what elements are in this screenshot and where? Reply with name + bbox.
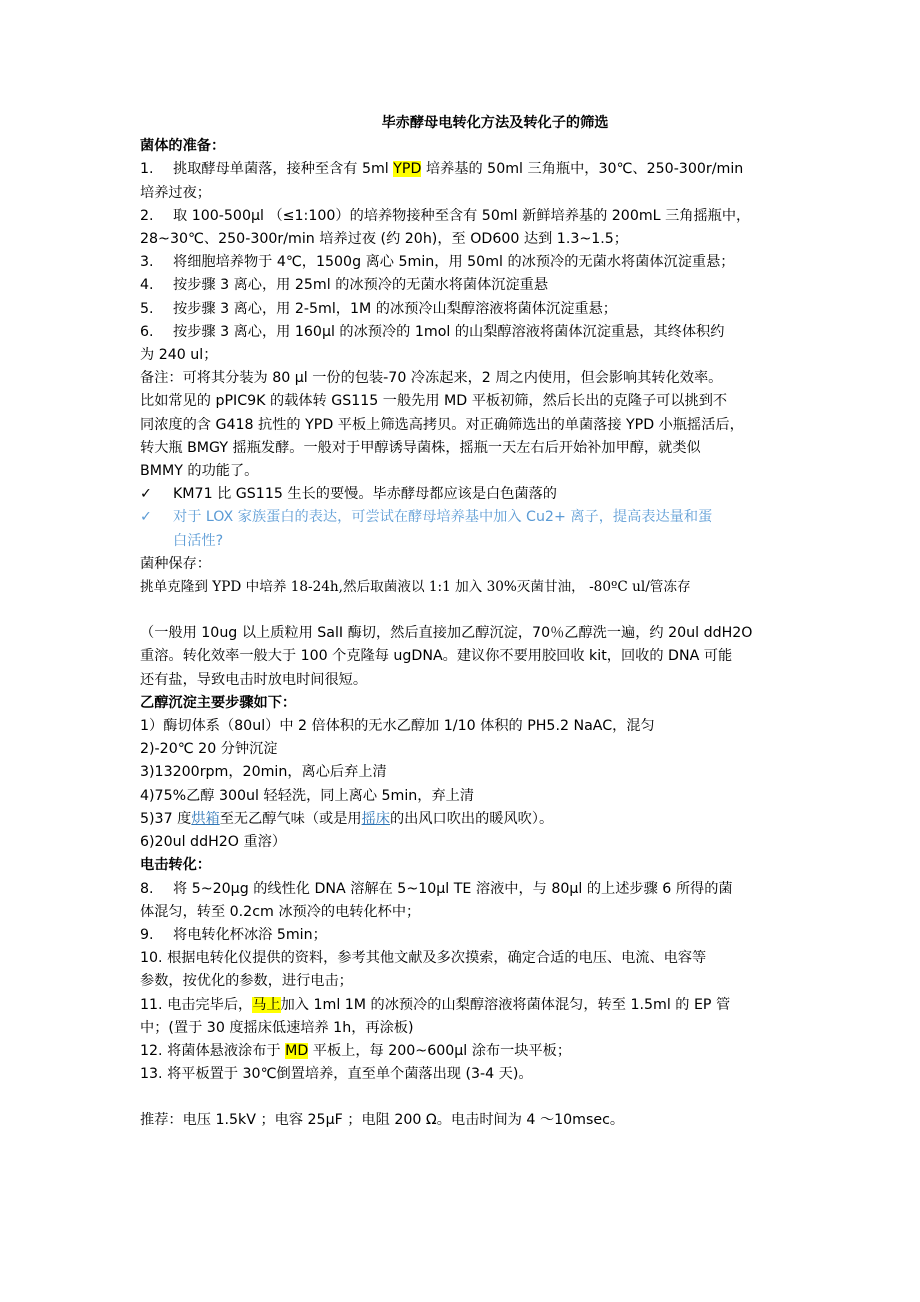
highlight-text: YPD: [393, 161, 422, 178]
step-text: 按步骤 3 离心，用 25ml 的冰预冷的无菌水将菌体沉淀重悬: [173, 277, 549, 294]
step-1-cont: 培养过夜；: [140, 184, 211, 201]
step-3: [140, 251, 790, 274]
step-11: [140, 994, 790, 1017]
check-item-2: [140, 506, 790, 529]
section-heading-electro: 电击转化：: [140, 857, 211, 874]
step-number: 6.: [140, 323, 154, 340]
note-line-3: 同浓度的含 G418 抗性的 YPD 平板上筛选高拷贝。对正确筛选出的单菌落接 YPD 小瓶摇活后，: [140, 416, 744, 433]
step-13: 13. 将平板置于 30℃倒置培养，直至单个菌落出现 (3-4 天)。: [140, 1066, 533, 1083]
check-text: 对于 LOX 家族蛋白的表达，可尝试在酵母培养基中加入 Cu2+ 离子，提高表达量和蛋: [173, 509, 713, 526]
step-11-cont: 中；(置于 30 度摇床低速培养 1h，再涂板): [140, 1019, 414, 1036]
document-page: [140, 112, 790, 1133]
step-text: 按步骤 3 离心，用 2-5ml，1M 的冰预冷山梨醇溶液将菌体沉淀重悬；: [173, 300, 617, 317]
spacer: [140, 599, 790, 622]
checkmark-icon: ✓: [140, 486, 152, 503]
ethanol-step-6: 6)20ul ddH2O 重溶）: [140, 834, 287, 851]
ethanol-step-3: 3)13200rpm，20min，离心后弃上清: [140, 764, 387, 781]
step-12: [140, 1040, 790, 1063]
shaker-link[interactable]: 摇床: [361, 810, 390, 827]
step-6-cont: 为 240 ul；: [140, 347, 218, 364]
step-number: 5.: [140, 300, 154, 317]
ethanol-step-5: [140, 808, 790, 831]
step-number: 2.: [140, 207, 154, 224]
section-heading-storage: 菌种保存：: [140, 555, 211, 572]
check-item-1: [140, 483, 790, 506]
note-line-5: BMMY 的功能了。: [140, 463, 259, 480]
step-text: 平板上，每 200~600μl 涂布一块平板；: [308, 1042, 572, 1059]
step-text: 12. 将菌体悬液涂布于: [140, 1042, 286, 1059]
step-10-cont: 参数，按优化的参数，进行电击；: [140, 973, 353, 990]
step-9: [140, 924, 790, 947]
check-text: KM71 比 GS115 生长的要慢。毕赤酵母都应该是白色菌落的: [173, 486, 557, 503]
document-title: 毕赤酵母电转化方法及转化子的筛选: [381, 115, 609, 131]
step-5: [140, 298, 790, 321]
step-text: 按步骤 3 离心，用 160μl 的冰预冷的 1mol 的山梨醇溶液将菌体沉淀重悬，其终体积约: [173, 323, 725, 340]
step-number: 1.: [140, 161, 154, 178]
highlight-text: 马上: [252, 996, 281, 1013]
check-item-2-cont: 白活性?: [173, 532, 224, 549]
section-heading-prep: 菌体的准备：: [140, 138, 226, 155]
step-text: 挑取酵母单菌落，接种至含有 5ml: [173, 161, 394, 178]
highlight-text: MD: [285, 1042, 309, 1059]
step-text: 5)37 度: [140, 810, 192, 827]
checkmark-icon: ✓: [140, 509, 152, 526]
step-text: 将 5~20μg 的线性化 DNA 溶解在 5~10μl TE 溶液中，与 80μl 的上述步骤 6 所得的菌: [173, 880, 733, 897]
dna-line-1: （一般用 10ug 以上质粒用 SalI 酶切，然后直接加乙醇沉淀，70％乙醇洗一遍，约 20ul ddH2O: [140, 625, 753, 642]
note-line-1: 备注：可将其分装为 80 μl 一份的包装-70 冷冻起来，2 周之内使用，但会影响其转化效率。: [140, 370, 723, 387]
ethanol-step-1: 1）酶切体系（80ul）中 2 倍体积的无水乙醇加 1/10 体积的 PH5.2 NaAC，混匀: [140, 718, 655, 735]
step-text: 将电转化杯冰浴 5min；: [173, 926, 327, 943]
step-4: [140, 274, 790, 297]
step-8: [140, 878, 790, 901]
storage-line: 挑单克隆到 YPD 中培养 18-24h,然后取菌液以 1:1 加入 30%灭菌甘油， -80ºC ul/管冻存: [140, 579, 691, 596]
step-text: 取 100-500μl （≤1:100）的培养物接种至含有 50ml 新鲜培养基的 200mL 三角摇瓶中，: [173, 207, 751, 224]
spacer: [140, 1086, 790, 1109]
ethanol-step-4: 4)75%乙醇 300ul 轻轻洗，同上离心 5min，弃上清: [140, 787, 475, 804]
step-number: 4.: [140, 277, 154, 294]
step-8-cont: 体混匀，转至 0.2cm 冰预冷的电转化杯中；: [140, 903, 421, 920]
step-text: 将细胞培养物于 4℃，1500g 离心 5min，用 50ml 的冰预冷的无菌水将菌体沉淀重悬；: [173, 254, 735, 271]
ethanol-step-2: 2)-20℃ 20 分钟沉淀: [140, 741, 278, 758]
step-10: 10. 根据电转化仪提供的资料，参考其他文献及多次摸索，确定合适的电压、电流、电容等: [140, 950, 707, 967]
step-6: [140, 321, 790, 344]
oven-link[interactable]: 烘箱: [191, 810, 220, 827]
step-text: 11. 电击完毕后，: [140, 996, 253, 1013]
note-line-4: 转大瓶 BMGY 摇瓶发酵。一般对于甲醇诱导菌株，摇瓶一天左右后开始补加甲醇，就类似: [140, 439, 701, 456]
step-1: [140, 158, 790, 181]
step-text: 至无乙醇气味（或是用: [219, 810, 362, 827]
step-number: 8.: [140, 880, 154, 897]
step-number: 9.: [140, 926, 154, 943]
note-line-2: 比如常见的 pPIC9K 的载体转 GS115 一般先用 MD 平板初筛，然后长出的克隆子可以挑到不: [140, 393, 728, 410]
step-2-cont: 28~30℃、250-300r/min 培养过夜 (约 20h)，至 OD600 达到 1.3~1.5；: [140, 231, 628, 248]
step-2: [140, 205, 790, 228]
recommend-line: 推荐：电压 1.5kV ；电容 25μF ；电阻 200 Ω。电击时间为 4 ～10msec。: [140, 1112, 625, 1129]
step-text: 培养基的 50ml 三角瓶中，30℃、250-300r/min: [421, 161, 744, 178]
dna-line-3: 还有盐，导致电击时放电时间很短。: [140, 671, 368, 688]
step-text: 的出风口吹出的暖风吹）。: [389, 810, 554, 827]
step-number: 3.: [140, 254, 154, 271]
dna-line-2: 重溶。转化效率一般大于 100 个克隆每 ugDNA。建议你不要用胶回收 kit，回收的 DNA 可能: [140, 648, 733, 665]
section-heading-ethanol: 乙醇沉淀主要步骤如下：: [140, 694, 297, 711]
step-text: 加入 1ml 1M 的冰预冷的山梨醇溶液将菌体混匀，转至 1.5ml 的 EP 管: [280, 996, 731, 1013]
